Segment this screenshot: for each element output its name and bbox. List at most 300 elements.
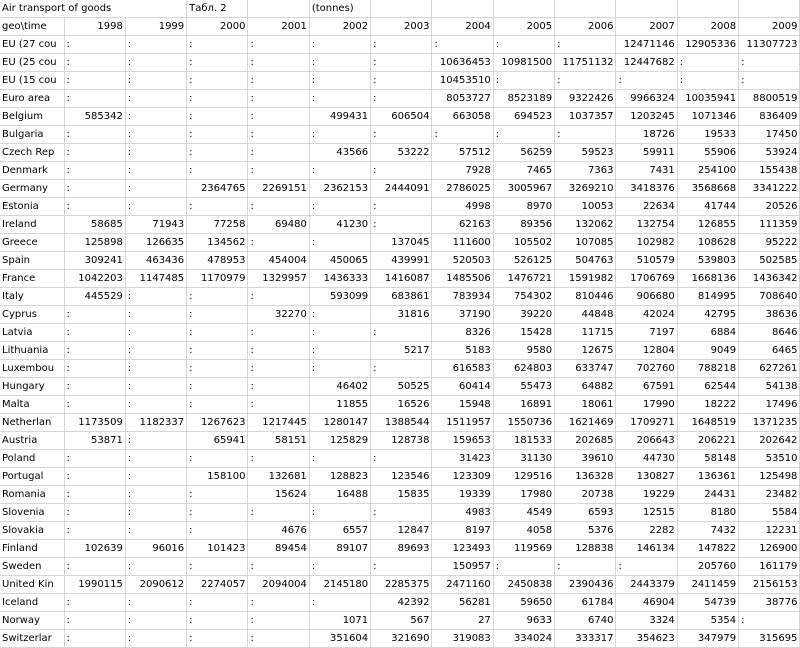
value-cell[interactable]: : — [187, 198, 248, 216]
value-cell[interactable]: 2285375 — [371, 576, 432, 594]
geo-cell[interactable]: Cyprus — [0, 306, 64, 324]
value-cell[interactable]: 4983 — [432, 504, 493, 522]
value-cell[interactable]: 7431 — [616, 162, 677, 180]
value-cell[interactable]: : — [309, 342, 370, 360]
value-cell[interactable]: 20738 — [555, 486, 616, 504]
value-cell[interactable]: 1511957 — [432, 414, 493, 432]
value-cell[interactable]: 1037357 — [555, 108, 616, 126]
value-cell[interactable]: 12905336 — [677, 36, 738, 54]
value-cell[interactable]: 17990 — [616, 396, 677, 414]
value-cell[interactable]: : — [677, 72, 738, 90]
value-cell[interactable]: 1371235 — [739, 414, 800, 432]
value-cell[interactable]: 58685 — [64, 216, 125, 234]
value-cell[interactable]: : — [125, 450, 186, 468]
value-cell[interactable]: 42392 — [371, 594, 432, 612]
value-cell[interactable]: : — [64, 144, 125, 162]
value-cell[interactable]: : — [125, 54, 186, 72]
value-cell[interactable]: 39610 — [555, 450, 616, 468]
value-cell[interactable]: 126900 — [739, 540, 800, 558]
unit-label[interactable]: (tonnes) — [309, 0, 370, 18]
value-cell[interactable]: 2411459 — [677, 576, 738, 594]
value-cell[interactable]: : — [248, 612, 309, 630]
value-cell[interactable]: 2090612 — [125, 576, 186, 594]
geo-cell[interactable]: Spain — [0, 252, 64, 270]
value-cell[interactable]: 12675 — [555, 342, 616, 360]
value-cell[interactable]: : — [125, 306, 186, 324]
value-cell[interactable]: 119569 — [493, 540, 554, 558]
value-cell[interactable]: 12447682 — [616, 54, 677, 72]
value-cell[interactable]: : — [187, 504, 248, 522]
value-cell[interactable]: 53924 — [739, 144, 800, 162]
value-cell[interactable]: 38776 — [739, 594, 800, 612]
value-cell[interactable]: 354623 — [616, 630, 677, 648]
value-cell[interactable]: : — [187, 90, 248, 108]
value-cell[interactable]: 41744 — [677, 198, 738, 216]
value-cell[interactable]: : — [125, 342, 186, 360]
value-cell[interactable]: : — [309, 450, 370, 468]
value-cell[interactable]: 10053 — [555, 198, 616, 216]
value-cell[interactable]: : — [125, 396, 186, 414]
value-cell[interactable]: 146134 — [616, 540, 677, 558]
value-cell[interactable]: 206643 — [616, 432, 677, 450]
value-cell[interactable]: 1217445 — [248, 414, 309, 432]
value-cell[interactable]: 50525 — [371, 378, 432, 396]
geo-cell[interactable]: Hungary — [0, 378, 64, 396]
value-cell[interactable]: 105502 — [493, 234, 554, 252]
value-cell[interactable]: : — [248, 126, 309, 144]
value-cell[interactable]: 624803 — [493, 360, 554, 378]
value-cell[interactable]: : — [248, 162, 309, 180]
value-cell[interactable]: 89693 — [371, 540, 432, 558]
value-cell[interactable]: 1709271 — [616, 414, 677, 432]
value-cell[interactable]: : — [187, 306, 248, 324]
value-cell[interactable]: 2145180 — [309, 576, 370, 594]
geo-cell[interactable]: Greece — [0, 234, 64, 252]
value-cell[interactable]: : — [309, 324, 370, 342]
year-header[interactable]: 2008 — [677, 18, 738, 36]
value-cell[interactable]: 150957 — [432, 558, 493, 576]
value-cell[interactable]: 5354 — [677, 612, 738, 630]
value-cell[interactable]: 54138 — [739, 378, 800, 396]
value-cell[interactable]: 42024 — [616, 306, 677, 324]
value-cell[interactable]: 2362153 — [309, 180, 370, 198]
value-cell[interactable]: 202642 — [739, 432, 800, 450]
value-cell[interactable]: 16891 — [493, 396, 554, 414]
value-cell[interactable]: 15624 — [248, 486, 309, 504]
value-cell[interactable]: 4549 — [493, 504, 554, 522]
geo-cell[interactable]: Euro area — [0, 90, 64, 108]
value-cell[interactable]: 2390436 — [555, 576, 616, 594]
value-cell[interactable]: 59650 — [493, 594, 554, 612]
geo-cell[interactable]: Romania — [0, 486, 64, 504]
value-cell[interactable]: 12847 — [371, 522, 432, 540]
value-cell[interactable]: 254100 — [677, 162, 738, 180]
value-cell[interactable]: 24431 — [677, 486, 738, 504]
geo-cell[interactable]: Poland — [0, 450, 64, 468]
value-cell[interactable]: 206221 — [677, 432, 738, 450]
value-cell[interactable]: : — [248, 72, 309, 90]
geo-cell[interactable]: Malta — [0, 396, 64, 414]
value-cell[interactable]: 1436333 — [309, 270, 370, 288]
value-cell[interactable]: : — [187, 72, 248, 90]
value-cell[interactable]: 445529 — [64, 288, 125, 306]
year-header[interactable]: 1998 — [64, 18, 125, 36]
value-cell[interactable]: 12515 — [616, 504, 677, 522]
value-cell[interactable]: 31423 — [432, 450, 493, 468]
value-cell[interactable]: : — [187, 162, 248, 180]
value-cell[interactable]: 9966324 — [616, 90, 677, 108]
value-cell[interactable]: 102982 — [616, 234, 677, 252]
value-cell[interactable]: 58151 — [248, 432, 309, 450]
value-cell[interactable]: 108628 — [677, 234, 738, 252]
value-cell[interactable]: : — [371, 36, 432, 54]
value-cell[interactable]: 130827 — [616, 468, 677, 486]
value-cell[interactable]: : — [64, 504, 125, 522]
value-cell[interactable]: 627261 — [739, 360, 800, 378]
value-cell[interactable]: : — [616, 72, 677, 90]
value-cell[interactable]: : — [248, 36, 309, 54]
year-header[interactable]: 2009 — [739, 18, 800, 36]
value-cell[interactable]: 41230 — [309, 216, 370, 234]
value-cell[interactable]: 8970 — [493, 198, 554, 216]
value-cell[interactable]: 15835 — [371, 486, 432, 504]
value-cell[interactable]: 1071 — [309, 612, 370, 630]
value-cell[interactable]: 181533 — [493, 432, 554, 450]
value-cell[interactable]: 123493 — [432, 540, 493, 558]
value-cell[interactable]: : — [64, 558, 125, 576]
value-cell[interactable]: : — [64, 594, 125, 612]
value-cell[interactable]: 439991 — [371, 252, 432, 270]
value-cell[interactable]: 64882 — [555, 378, 616, 396]
value-cell[interactable]: 18726 — [616, 126, 677, 144]
value-cell[interactable]: 125898 — [64, 234, 125, 252]
year-header[interactable]: 1999 — [125, 18, 186, 36]
value-cell[interactable]: 1170979 — [187, 270, 248, 288]
value-cell[interactable]: 18061 — [555, 396, 616, 414]
value-cell[interactable]: : — [248, 504, 309, 522]
value-cell[interactable]: : — [371, 360, 432, 378]
value-cell[interactable]: 17496 — [739, 396, 800, 414]
value-cell[interactable]: 44848 — [555, 306, 616, 324]
value-cell[interactable]: : — [64, 306, 125, 324]
value-cell[interactable]: 5217 — [371, 342, 432, 360]
value-cell[interactable]: : — [187, 360, 248, 378]
value-cell[interactable]: 161179 — [739, 558, 800, 576]
value-cell[interactable]: 10453510 — [432, 72, 493, 90]
value-cell[interactable]: : — [125, 630, 186, 648]
value-cell[interactable]: 58148 — [677, 450, 738, 468]
value-cell[interactable]: : — [125, 72, 186, 90]
value-cell[interactable]: : — [125, 432, 186, 450]
geo-cell[interactable]: Norway — [0, 612, 64, 630]
value-cell[interactable]: 1173509 — [64, 414, 125, 432]
value-cell[interactable]: 510579 — [616, 252, 677, 270]
value-cell[interactable]: 8523189 — [493, 90, 554, 108]
value-cell[interactable]: : — [187, 396, 248, 414]
value-cell[interactable]: 128823 — [309, 468, 370, 486]
value-cell[interactable]: 202685 — [555, 432, 616, 450]
value-cell[interactable]: 111600 — [432, 234, 493, 252]
geo-cell[interactable]: Finland — [0, 540, 64, 558]
value-cell[interactable]: 606504 — [371, 108, 432, 126]
geo-cell[interactable]: Czech Rep — [0, 144, 64, 162]
value-cell[interactable]: : — [493, 126, 554, 144]
value-cell[interactable]: 16488 — [309, 486, 370, 504]
value-cell[interactable]: 2156153 — [739, 576, 800, 594]
value-cell[interactable]: 126635 — [125, 234, 186, 252]
value-cell[interactable]: : — [309, 72, 370, 90]
value-cell[interactable]: 123309 — [432, 468, 493, 486]
value-cell[interactable]: : — [125, 126, 186, 144]
value-cell[interactable]: 134562 — [187, 234, 248, 252]
value-cell[interactable]: 2094004 — [248, 576, 309, 594]
year-header[interactable]: 2001 — [248, 18, 309, 36]
value-cell[interactable]: : — [187, 342, 248, 360]
value-cell[interactable]: 3568668 — [677, 180, 738, 198]
value-cell[interactable]: 89107 — [309, 540, 370, 558]
value-cell[interactable]: 59911 — [616, 144, 677, 162]
geo-cell[interactable]: United Kin — [0, 576, 64, 594]
value-cell[interactable]: : — [64, 90, 125, 108]
value-cell[interactable]: 2282 — [616, 522, 677, 540]
value-cell[interactable]: : — [187, 594, 248, 612]
value-cell[interactable]: 1436342 — [739, 270, 800, 288]
value-cell[interactable]: : — [555, 72, 616, 90]
value-cell[interactable]: 147822 — [677, 540, 738, 558]
value-cell[interactable]: : — [64, 180, 125, 198]
value-cell[interactable]: : — [248, 288, 309, 306]
value-cell[interactable]: : — [187, 144, 248, 162]
value-cell[interactable]: 3341222 — [739, 180, 800, 198]
value-cell[interactable]: : — [493, 36, 554, 54]
value-cell[interactable]: 53871 — [64, 432, 125, 450]
value-cell[interactable]: 89454 — [248, 540, 309, 558]
value-cell[interactable]: : — [187, 324, 248, 342]
value-cell[interactable]: 55906 — [677, 144, 738, 162]
corner-header[interactable]: geo\time — [0, 18, 64, 36]
value-cell[interactable]: : — [64, 450, 125, 468]
geo-cell[interactable]: Latvia — [0, 324, 64, 342]
value-cell[interactable]: 9580 — [493, 342, 554, 360]
value-cell[interactable]: : — [248, 108, 309, 126]
value-cell[interactable]: : — [371, 324, 432, 342]
table-label[interactable]: Табл. 2 — [187, 0, 248, 18]
value-cell[interactable]: 7465 — [493, 162, 554, 180]
value-cell[interactable]: 77258 — [187, 216, 248, 234]
geo-cell[interactable]: Austria — [0, 432, 64, 450]
geo-cell[interactable]: Slovenia — [0, 504, 64, 522]
value-cell[interactable]: 1203245 — [616, 108, 677, 126]
value-cell[interactable]: 333317 — [555, 630, 616, 648]
value-cell[interactable]: 1329957 — [248, 270, 309, 288]
value-cell[interactable]: 8800519 — [739, 90, 800, 108]
value-cell[interactable]: : — [64, 126, 125, 144]
geo-cell[interactable]: Netherlan — [0, 414, 64, 432]
value-cell[interactable]: 9322426 — [555, 90, 616, 108]
value-cell[interactable]: 321690 — [371, 630, 432, 648]
value-cell[interactable]: : — [555, 126, 616, 144]
value-cell[interactable]: 1485506 — [432, 270, 493, 288]
value-cell[interactable]: : — [248, 630, 309, 648]
geo-cell[interactable]: France — [0, 270, 64, 288]
value-cell[interactable]: : — [125, 162, 186, 180]
value-cell[interactable]: 504763 — [555, 252, 616, 270]
value-cell[interactable]: 663058 — [432, 108, 493, 126]
value-cell[interactable]: : — [309, 360, 370, 378]
value-cell[interactable]: : — [371, 198, 432, 216]
value-cell[interactable]: : — [309, 54, 370, 72]
value-cell[interactable]: 136361 — [677, 468, 738, 486]
value-cell[interactable]: : — [125, 504, 186, 522]
value-cell[interactable]: 526125 — [493, 252, 554, 270]
value-cell[interactable]: 708640 — [739, 288, 800, 306]
value-cell[interactable]: 12804 — [616, 342, 677, 360]
value-cell[interactable]: 46402 — [309, 378, 370, 396]
value-cell[interactable]: : — [187, 36, 248, 54]
value-cell[interactable]: : — [187, 378, 248, 396]
value-cell[interactable]: 1182337 — [125, 414, 186, 432]
value-cell[interactable]: : — [309, 162, 370, 180]
year-header[interactable]: 2000 — [187, 18, 248, 36]
value-cell[interactable]: 6740 — [555, 612, 616, 630]
value-cell[interactable]: 1621469 — [555, 414, 616, 432]
value-cell[interactable]: : — [309, 90, 370, 108]
value-cell[interactable]: : — [248, 144, 309, 162]
value-cell[interactable]: : — [739, 72, 800, 90]
value-cell[interactable]: : — [309, 594, 370, 612]
value-cell[interactable]: : — [248, 558, 309, 576]
value-cell[interactable]: : — [187, 126, 248, 144]
value-cell[interactable]: 1550736 — [493, 414, 554, 432]
value-cell[interactable]: 6884 — [677, 324, 738, 342]
value-cell[interactable]: : — [125, 198, 186, 216]
value-cell[interactable]: 694523 — [493, 108, 554, 126]
value-cell[interactable]: : — [125, 36, 186, 54]
value-cell[interactable]: 132681 — [248, 468, 309, 486]
value-cell[interactable]: 783934 — [432, 288, 493, 306]
geo-cell[interactable]: Denmark — [0, 162, 64, 180]
value-cell[interactable]: : — [187, 612, 248, 630]
geo-cell[interactable]: Estonia — [0, 198, 64, 216]
value-cell[interactable]: : — [248, 450, 309, 468]
value-cell[interactable]: : — [187, 450, 248, 468]
value-cell[interactable]: 351604 — [309, 630, 370, 648]
value-cell[interactable]: 347979 — [677, 630, 738, 648]
value-cell[interactable]: 814995 — [677, 288, 738, 306]
value-cell[interactable]: : — [309, 198, 370, 216]
value-cell[interactable]: 539803 — [677, 252, 738, 270]
value-cell[interactable]: : — [616, 558, 677, 576]
value-cell[interactable]: 129516 — [493, 468, 554, 486]
geo-cell[interactable]: Iceland — [0, 594, 64, 612]
value-cell[interactable]: : — [187, 288, 248, 306]
geo-cell[interactable]: Luxembou — [0, 360, 64, 378]
value-cell[interactable]: 56281 — [432, 594, 493, 612]
value-cell[interactable]: : — [555, 558, 616, 576]
value-cell[interactable]: 19533 — [677, 126, 738, 144]
value-cell[interactable]: : — [555, 36, 616, 54]
value-cell[interactable]: 2450838 — [493, 576, 554, 594]
value-cell[interactable]: : — [187, 558, 248, 576]
value-cell[interactable]: 89356 — [493, 216, 554, 234]
value-cell[interactable]: : — [64, 324, 125, 342]
value-cell[interactable]: : — [64, 396, 125, 414]
geo-cell[interactable]: Belgium — [0, 108, 64, 126]
value-cell[interactable]: : — [248, 324, 309, 342]
value-cell[interactable]: : — [64, 72, 125, 90]
value-cell[interactable]: 62544 — [677, 378, 738, 396]
value-cell[interactable]: 57512 — [432, 144, 493, 162]
value-cell[interactable]: 754302 — [493, 288, 554, 306]
value-cell[interactable]: : — [187, 522, 248, 540]
value-cell[interactable]: 32270 — [248, 306, 309, 324]
value-cell[interactable]: 2443379 — [616, 576, 677, 594]
geo-cell[interactable]: Germany — [0, 180, 64, 198]
value-cell[interactable]: : — [371, 162, 432, 180]
value-cell[interactable]: 1706769 — [616, 270, 677, 288]
value-cell[interactable]: : — [187, 630, 248, 648]
value-cell[interactable]: 136328 — [555, 468, 616, 486]
value-cell[interactable]: : — [125, 468, 186, 486]
value-cell[interactable]: 15428 — [493, 324, 554, 342]
value-cell[interactable]: : — [248, 360, 309, 378]
value-cell[interactable]: 56259 — [493, 144, 554, 162]
year-header[interactable]: 2004 — [432, 18, 493, 36]
value-cell[interactable]: : — [309, 126, 370, 144]
geo-cell[interactable]: Lithuania — [0, 342, 64, 360]
value-cell[interactable]: 906680 — [616, 288, 677, 306]
value-cell[interactable]: 107085 — [555, 234, 616, 252]
value-cell[interactable]: 788218 — [677, 360, 738, 378]
value-cell[interactable]: : — [125, 486, 186, 504]
value-cell[interactable]: 8197 — [432, 522, 493, 540]
value-cell[interactable]: 60414 — [432, 378, 493, 396]
value-cell[interactable]: 128738 — [371, 432, 432, 450]
value-cell[interactable]: 53222 — [371, 144, 432, 162]
value-cell[interactable]: 61784 — [555, 594, 616, 612]
value-cell[interactable]: : — [309, 234, 370, 252]
value-cell[interactable]: 17980 — [493, 486, 554, 504]
value-cell[interactable]: 3324 — [616, 612, 677, 630]
value-cell[interactable]: : — [64, 468, 125, 486]
value-cell[interactable]: 31816 — [371, 306, 432, 324]
value-cell[interactable]: 10981500 — [493, 54, 554, 72]
value-cell[interactable]: 111359 — [739, 216, 800, 234]
value-cell[interactable]: 585342 — [64, 108, 125, 126]
value-cell[interactable]: : — [125, 558, 186, 576]
value-cell[interactable]: 1388544 — [371, 414, 432, 432]
value-cell[interactable]: : — [125, 180, 186, 198]
value-cell[interactable]: 205760 — [677, 558, 738, 576]
value-cell[interactable]: : — [371, 54, 432, 72]
value-cell[interactable]: 499431 — [309, 108, 370, 126]
value-cell[interactable]: 123546 — [371, 468, 432, 486]
value-cell[interactable]: 96016 — [125, 540, 186, 558]
geo-cell[interactable]: Ireland — [0, 216, 64, 234]
geo-cell[interactable]: Slovakia — [0, 522, 64, 540]
value-cell[interactable]: 27 — [432, 612, 493, 630]
year-header[interactable]: 2006 — [555, 18, 616, 36]
value-cell[interactable]: 44730 — [616, 450, 677, 468]
value-cell[interactable]: 1147485 — [125, 270, 186, 288]
value-cell[interactable]: 46904 — [616, 594, 677, 612]
value-cell[interactable]: 39220 — [493, 306, 554, 324]
value-cell[interactable]: 67591 — [616, 378, 677, 396]
sheet-title[interactable]: Air transport of goods — [0, 0, 187, 18]
value-cell[interactable]: 1591982 — [555, 270, 616, 288]
value-cell[interactable]: 8646 — [739, 324, 800, 342]
value-cell[interactable]: 319083 — [432, 630, 493, 648]
